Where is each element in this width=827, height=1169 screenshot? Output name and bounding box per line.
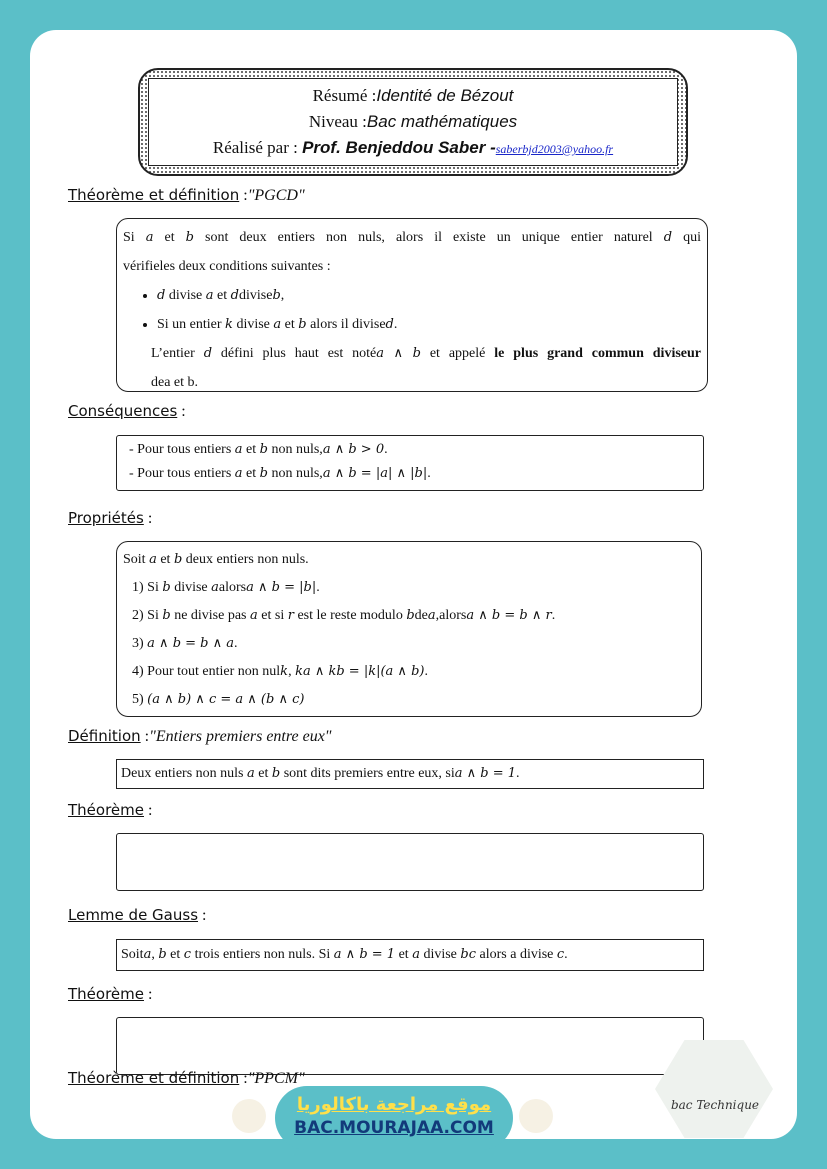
proprietes-intro: Soit a et b deux entiers non nuls. (123, 552, 309, 567)
pgcd-conditions-list (123, 281, 707, 339)
section-heading-proprietes: Propriétés : (68, 509, 153, 527)
definition-box: Deux entiers non nuls a et b sont dits premiers entre eux, sia ∧ b = 1. (116, 759, 704, 789)
consequence-1: - Pour tous entiers a et b non nuls,a ∧ b > 0. (129, 442, 388, 457)
gauss-box: Soita, b et c trois entiers non nuls. Si a ∧ b = 1 et a divise bc alors a divise c. (116, 939, 704, 971)
list-item: 5) (a ∧ b) ∧ c = a ∧ (b ∧ c) (132, 692, 305, 707)
section-heading-theoreme-1: Théorème : (68, 801, 153, 819)
pgcd-definition-cont: dea et b. (151, 375, 199, 390)
banner-arabic-text: موقع مراجعة باكالوريا (296, 1094, 492, 1115)
course-level: Bac mathématiques (366, 112, 518, 131)
author-email-link[interactable]: saberbjd2003@yahoo.fr (495, 142, 614, 156)
pgcd-definition: L’entier d défini plus haut est notéa ∧ b et appelé le plus grand commun diviseur (151, 346, 701, 361)
proprietes-box (116, 541, 702, 717)
section-heading-consequences: Conséquences : (68, 402, 186, 420)
pgcd-definition-box (116, 218, 708, 392)
left-badge-icon (232, 1099, 266, 1133)
banner-site-url: BAC.MOURAJAA.COM (294, 1118, 494, 1138)
proprietes-list (123, 574, 701, 714)
section-heading-pgcd: Théorème et définition :"PGCD" (68, 186, 305, 204)
course-title: Identité de Bézout (376, 86, 514, 105)
logo-badge-shape (655, 1040, 773, 1138)
site-banner-link[interactable] (275, 1086, 513, 1150)
theoreme-2-box (116, 1017, 704, 1075)
section-heading-theoreme-2: Théorème : (68, 985, 153, 1003)
document-page (30, 30, 797, 1139)
right-badge-icon (519, 1099, 553, 1133)
header-line-title: Résumé :Identité de Bézout (312, 86, 514, 105)
list-item: 3) a ∧ b = b ∧ a. (132, 636, 238, 651)
section-heading-definition: Définition :"Entiers premiers entre eux" (68, 727, 332, 745)
header-line-level: Niveau :Bac mathématiques (308, 112, 518, 131)
bac-technique-logo: bac Technique (655, 1040, 775, 1140)
theoreme-1-box (116, 833, 704, 891)
consequences-box (116, 435, 704, 491)
header-content (148, 78, 678, 166)
list-item: • d divise a et ddiviseb, (157, 281, 707, 310)
author-name: Prof. Benjeddou Saber - (302, 138, 496, 157)
section-heading-gauss: Lemme de Gauss : (68, 906, 207, 924)
header-frame (138, 68, 688, 176)
consequence-2: - Pour tous entiers a et b non nuls,a ∧ b = |a| ∧ |b|. (129, 466, 431, 481)
list-item: 1) Si b divise aalorsa ∧ b = |b|. (132, 580, 320, 595)
header-line-author: Réalisé par : Prof. Benjeddou Saber -saberbjd2003@yahoo.fr (212, 138, 614, 157)
list-item: 2) Si b ne divise pas a et si r est le reste modulo bdea,alorsa ∧ b = b ∧ r. (132, 608, 556, 623)
list-item: 4) Pour tout entier non nulk, ka ∧ kb = |k|(a ∧ b). (132, 664, 428, 679)
pgcd-intro: Si a et b sont deux entiers non nuls, alors il existe un unique entier naturel d qui (123, 230, 701, 245)
section-heading-ppcm: Théorème et définition :"PPCM" (68, 1069, 305, 1087)
list-item: • Si un entier k divise a et b alors il divised. (157, 310, 707, 339)
pgcd-intro-cont: vérifieles deux conditions suivantes : (123, 259, 331, 274)
